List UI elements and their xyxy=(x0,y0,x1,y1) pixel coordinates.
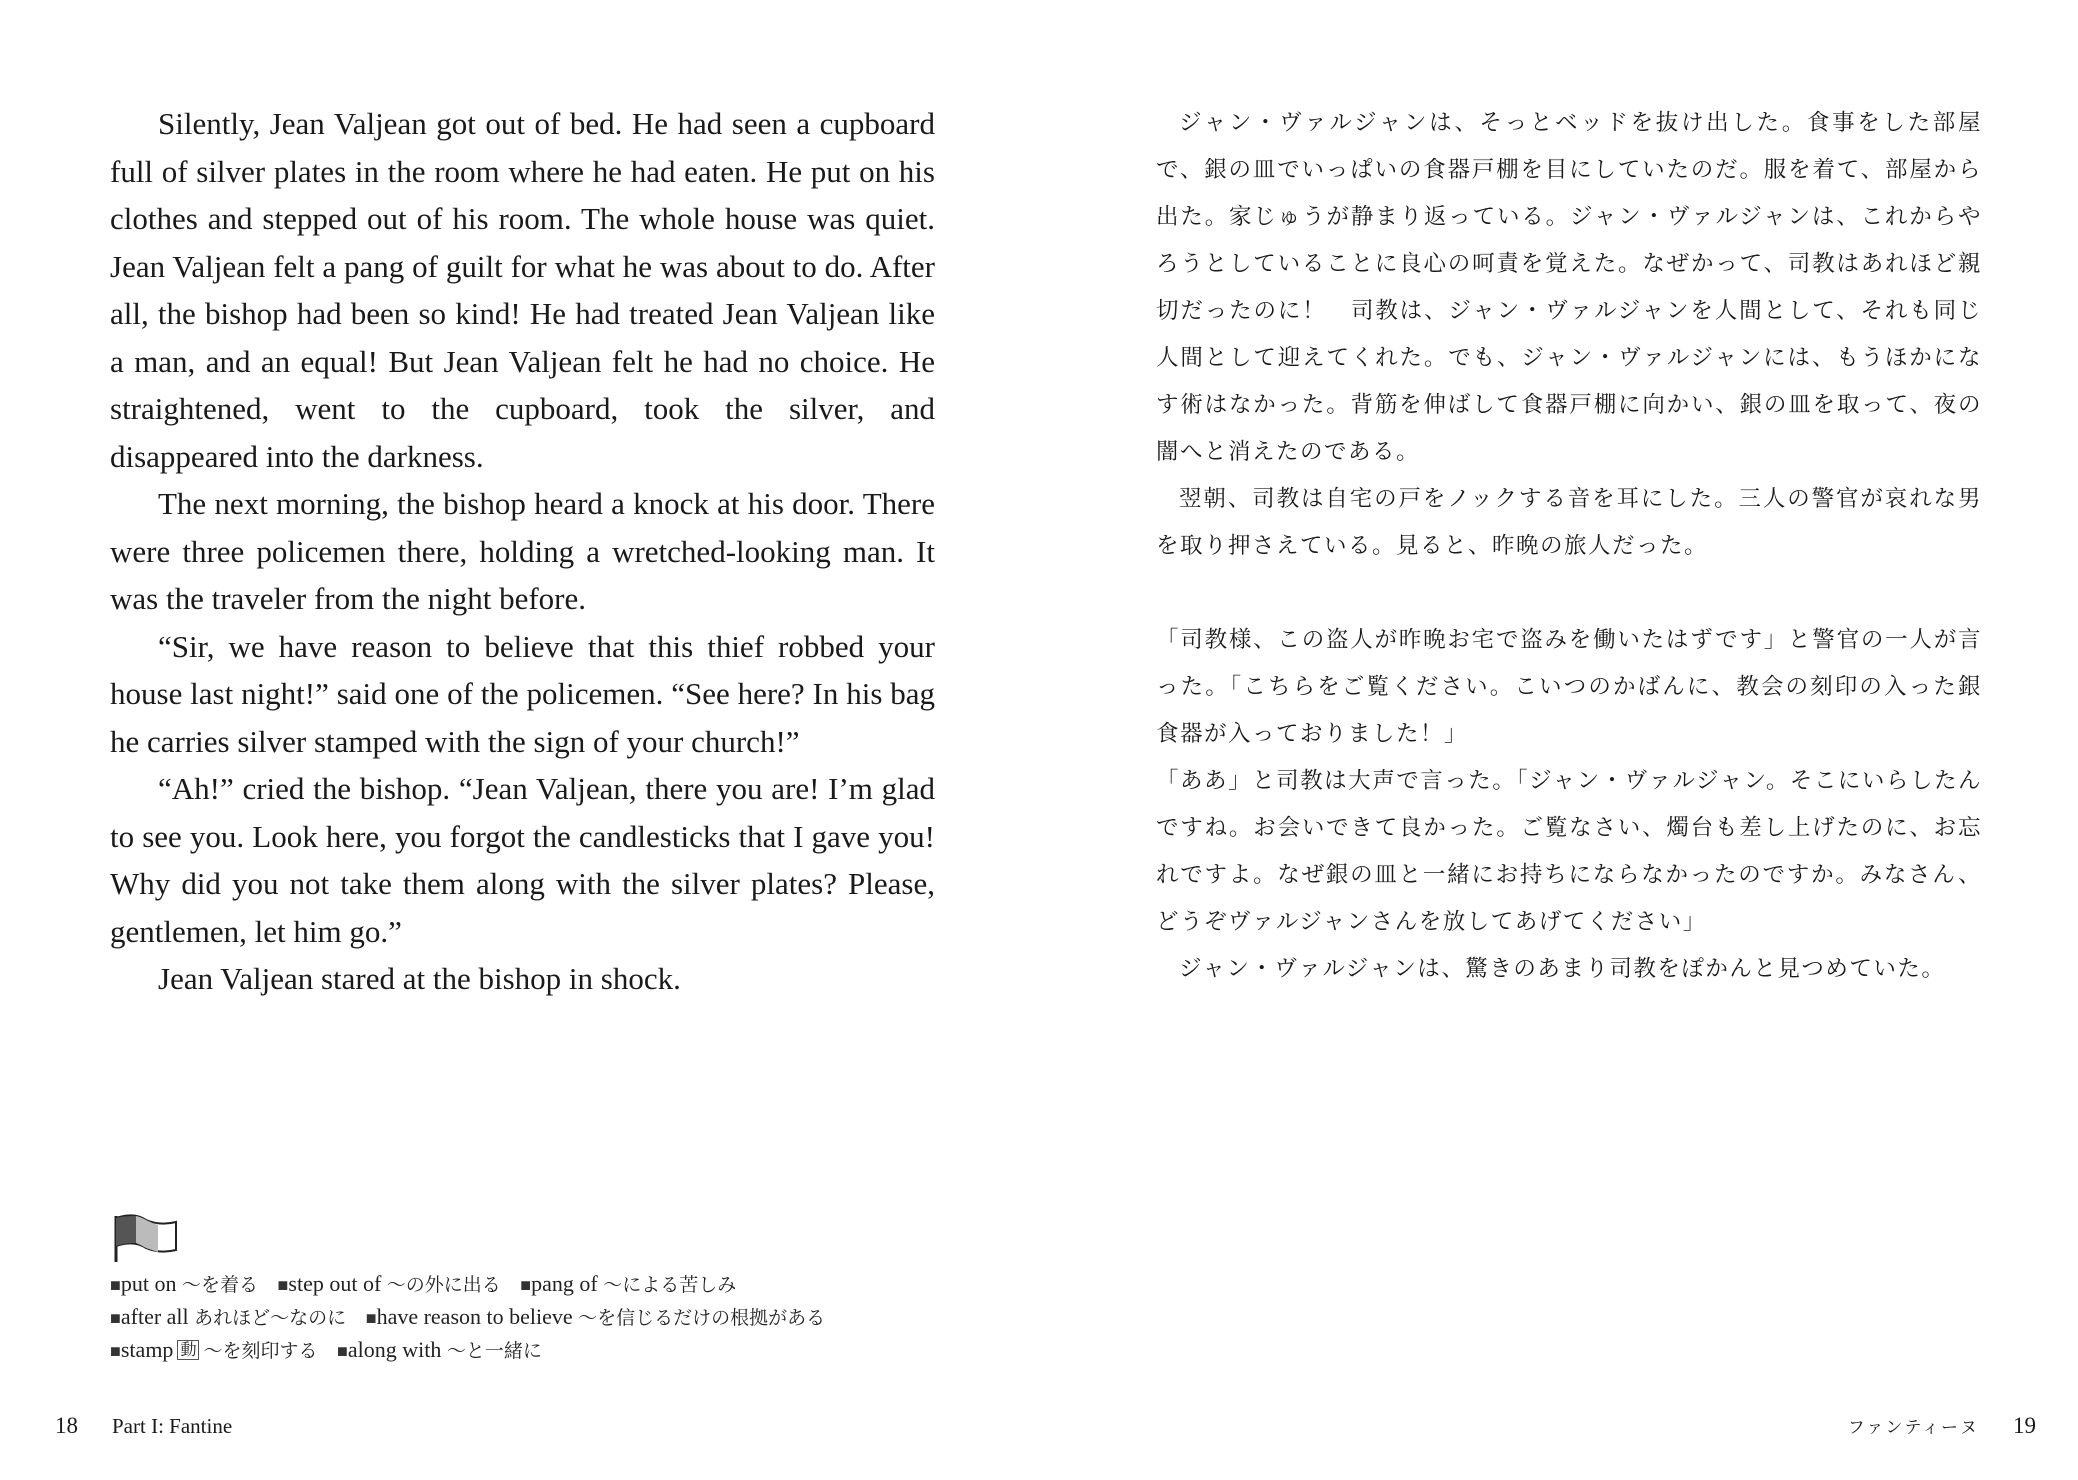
glossary-term: along with xyxy=(347,1337,442,1362)
vocabulary-glossary xyxy=(110,1212,935,1367)
glossary-entry xyxy=(520,1271,736,1296)
glossary-entry xyxy=(110,1337,317,1362)
japanese-paragraph-4: 「ああ」と司教は大声で言った。「ジャン・ヴァルジャン。そこにいらしたんですね。お会いできて良かった。ご覧なさい、燭台も差し上げたのに、お忘れですよ。なぜ銀の皿と一緒にお持ちにならなかったのですか。みなさん、どうぞヴァルジャンさんを放してあげてください」 xyxy=(1156,768,1982,935)
glossary-meaning: ～を刻印する xyxy=(203,1340,318,1362)
part-of-speech-badge: 動 xyxy=(177,1340,199,1360)
right-running-title: ファンティーヌ xyxy=(1847,1418,1979,1438)
english-paragraph-1: Silently, Jean Valjean got out of bed. He had seen a cupboard full of silver plates in the room where he had eaten. He put on his clothes and stepped out of his room. The whole house was quiet. Jean Valjean felt a pang of guilt for what he was about to do. After all, the bishop had been so kind! He had treated Jean Valjean like a man, and an equal! But Jean Valjean felt he had no choice. He straightened, went to the cupboard, took the silver, and disappeared into the darkness. xyxy=(110,106,935,474)
glossary-entries xyxy=(110,1268,935,1367)
glossary-term: pang of xyxy=(531,1271,598,1296)
glossary-term: step out of xyxy=(288,1271,382,1296)
english-paragraph-4: “Ah!” cried the bishop. “Jean Valjean, there you are! I’m glad to see you. Look here, you forgot the candlesticks that I gave you! Why did you not take them along with the silver plates? Please, gentlemen, let him go.” xyxy=(110,771,935,949)
japanese-paragraph-1: ジャン・ヴァルジャンは、そっとベッドを抜け出した。食事をした部屋で、銀の皿でいっぱいの食器戸棚を目にしていたのだ。服を着て、部屋から出た。家じゅうが静まり返っている。ジャン・ヴァルジャンは、これからやろうとしていることに良心の呵責を覚えた。なぜかって、司教はあれほど親切だったのに！ 司教は、ジャン・ヴァルジャンを人間として、それも同じ人間として迎えてくれた。でも、ジャン・ヴァルジャンには、もうほかになす術はなかった。背筋を伸ばして食器戸棚に向かい、銀の皿を取って、夜の闇へと消えたのである。 xyxy=(1156,110,1982,465)
japanese-paragraph-5: ジャン・ヴァルジャンは、驚きのあまり司教をぽかんと見つめていた。 xyxy=(1179,956,1946,982)
glossary-meaning: ～を着る xyxy=(182,1274,259,1296)
glossary-entry xyxy=(278,1271,501,1296)
glossary-meaning: あれほど～なのに xyxy=(194,1307,347,1329)
japanese-paragraph-3: 「司教様、この盗人が昨晩お宅で盗みを働いたはずです」と警官の一人が言った。「こちらをご覧ください。こいつのかばんに、教会の刻印の入った銀食器が入っておりました！」 xyxy=(1156,627,1982,747)
glossary-term: have reason to believe xyxy=(376,1304,573,1329)
glossary-entry xyxy=(110,1271,258,1296)
bullet-square-icon: ■ xyxy=(110,1275,121,1295)
english-text-column xyxy=(110,100,935,1003)
japanese-paragraph-2: 翌朝、司教は自宅の戸をノックする音を耳にした。三人の警官が哀れな男を取り押さえている。見ると、昨晩の旅人だった。 xyxy=(1156,486,1982,559)
glossary-meaning: ～と一緒に xyxy=(446,1340,542,1362)
glossary-entry xyxy=(337,1337,542,1362)
left-running-title: Part I: Fantine xyxy=(112,1414,233,1438)
english-paragraph-3: “Sir, we have reason to believe that this thief robbed your house last night!” said one of the policemen. “See here? In his bag he carries silver stamped with the sign of your church!” xyxy=(110,628,935,759)
right-page-footer xyxy=(1848,1413,2036,1439)
glossary-term: after all xyxy=(120,1304,189,1329)
bullet-square-icon: ■ xyxy=(520,1275,532,1295)
english-paragraph-2: The next morning, the bishop heard a knock at his door. There were three policemen there, holding a wretched-looking man. It was the traveler from the night before. xyxy=(110,486,935,616)
glossary-meaning: ～による苦しみ xyxy=(603,1274,737,1296)
bullet-square-icon: ■ xyxy=(110,1308,121,1328)
bullet-square-icon: ■ xyxy=(110,1341,121,1361)
glossary-meaning: ～の外に出る xyxy=(386,1274,501,1296)
bullet-square-icon: ■ xyxy=(277,1275,289,1295)
flag-icon xyxy=(110,1212,180,1264)
english-paragraph-5: Jean Valjean stared at the bishop in shock. xyxy=(158,961,681,996)
bullet-square-icon: ■ xyxy=(365,1308,377,1328)
left-page-number: 18 xyxy=(55,1413,78,1438)
right-page-number: 19 xyxy=(2013,1413,2036,1438)
glossary-term: stamp xyxy=(120,1337,174,1362)
glossary-entry xyxy=(110,1304,346,1329)
left-page-footer xyxy=(55,1413,232,1439)
japanese-text-column xyxy=(1156,100,1982,993)
glossary-term: put on xyxy=(120,1271,177,1296)
glossary-entry xyxy=(366,1304,825,1329)
bullet-square-icon: ■ xyxy=(336,1341,348,1361)
glossary-meaning: ～を信じるだけの根拠がある xyxy=(578,1307,826,1329)
